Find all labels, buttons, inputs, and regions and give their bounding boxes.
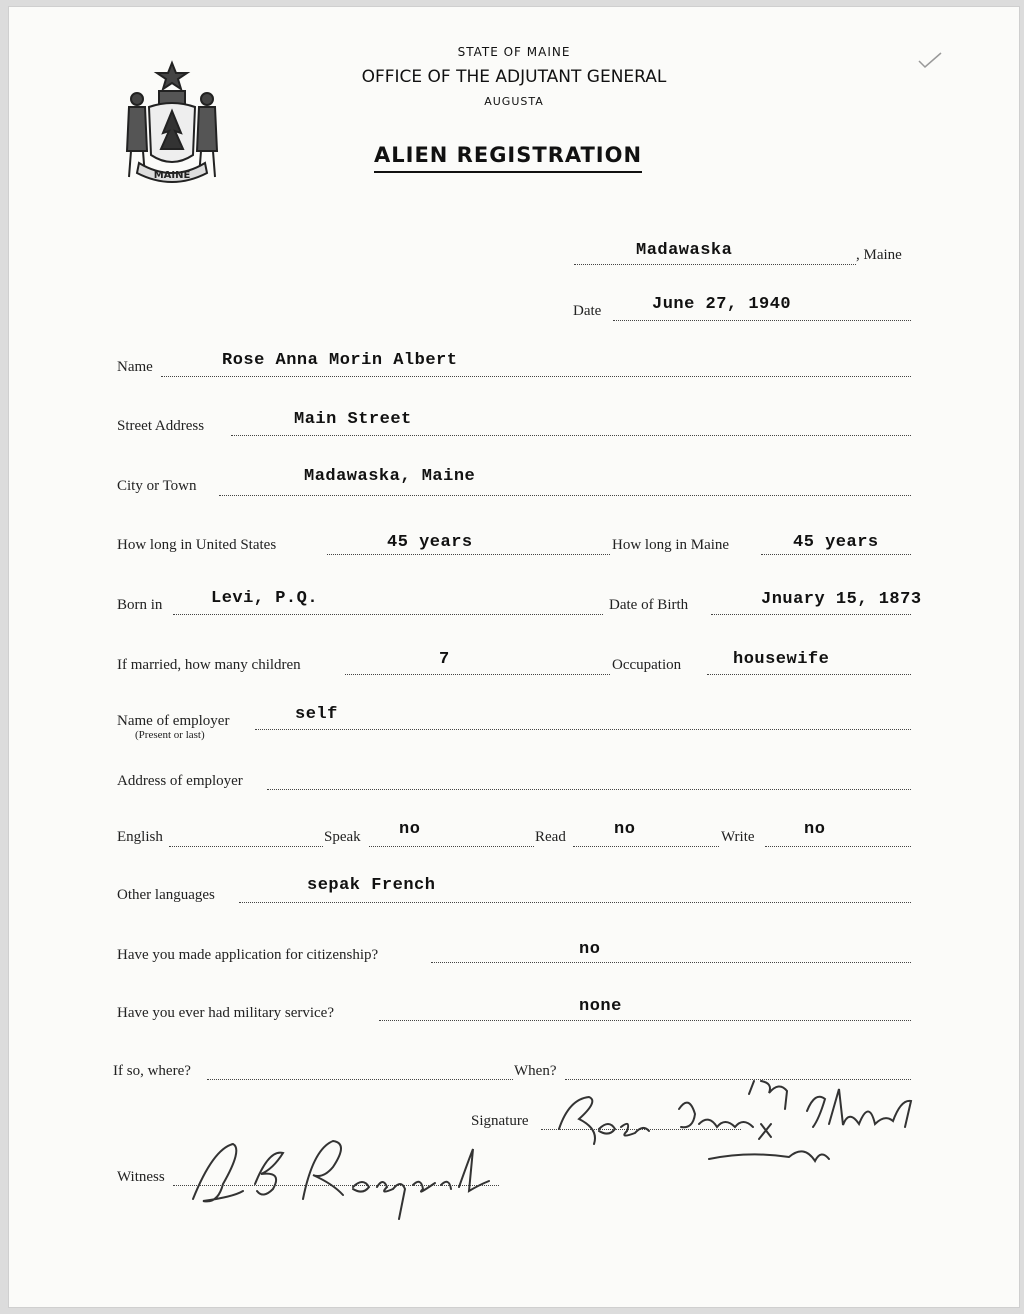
office-heading: OFFICE OF THE ADJUTANT GENERAL — [361, 67, 667, 87]
citizenship-label: Have you made application for citizenship? — [117, 947, 379, 963]
born-in-label: Born in — [117, 597, 163, 613]
english-label: English — [117, 829, 163, 845]
city-heading: AUGUSTA — [484, 95, 544, 108]
form-title: ALIEN REGISTRATION — [374, 143, 642, 173]
how-long-us-label: How long in United States — [117, 537, 277, 553]
born-in-value: Levi, P.Q. — [211, 589, 319, 608]
witness-signature — [173, 1129, 523, 1229]
place-value: Madawaska — [636, 241, 733, 260]
speak-label: Speak — [324, 829, 361, 845]
employer-address-label: Address of employer — [117, 773, 243, 789]
children-value: 7 — [439, 650, 450, 669]
street-address-value: Main Street — [294, 410, 412, 429]
date-value: June 27, 1940 — [652, 295, 792, 314]
signature-label: Signature — [471, 1113, 529, 1129]
name-value: Rose Anna Morin Albert — [222, 351, 458, 370]
witness-label: Witness — [117, 1169, 165, 1185]
other-languages-value: sepak French — [307, 876, 436, 895]
check-mark-icon — [915, 49, 945, 73]
children-label: If married, how many children — [117, 657, 301, 673]
speak-value: no — [399, 820, 421, 839]
occupation-label: Occupation — [612, 657, 682, 673]
registration-form — [8, 6, 1020, 1308]
employer-sublabel: (Present or last) — [135, 729, 205, 741]
street-address-label: Street Address — [117, 418, 205, 434]
if-so-where-label: If so, where? — [113, 1063, 191, 1079]
city-label: City or Town — [117, 478, 197, 494]
citizenship-value: no — [579, 940, 601, 959]
handwritten-signature — [549, 1069, 939, 1189]
military-label: Have you ever had military service? — [117, 1005, 334, 1021]
read-label: Read — [535, 829, 566, 845]
employer-label: Name of employer — [117, 713, 230, 729]
write-label: Write — [721, 829, 755, 845]
employer-value: self — [295, 705, 338, 724]
how-long-maine-value: 45 years — [793, 533, 879, 552]
date-label: Date — [573, 303, 602, 319]
city-value: Madawaska, Maine — [304, 467, 476, 486]
date-of-birth-value: Jnuary 15, 1873 — [761, 590, 922, 609]
write-value: no — [804, 820, 826, 839]
place-suffix: , Maine — [856, 247, 902, 263]
state-heading: STATE OF MAINE — [457, 45, 571, 59]
how-long-maine-label: How long in Maine — [612, 537, 730, 553]
how-long-us-value: 45 years — [387, 533, 473, 552]
military-value: none — [579, 997, 622, 1016]
read-value: no — [614, 820, 636, 839]
date-of-birth-label: Date of Birth — [609, 597, 689, 613]
occupation-value: housewife — [733, 650, 830, 669]
seal-banner-text: MAINE — [153, 170, 191, 181]
other-languages-label: Other languages — [117, 887, 215, 903]
when-label: When? — [514, 1063, 557, 1079]
name-label: Name — [117, 359, 153, 375]
